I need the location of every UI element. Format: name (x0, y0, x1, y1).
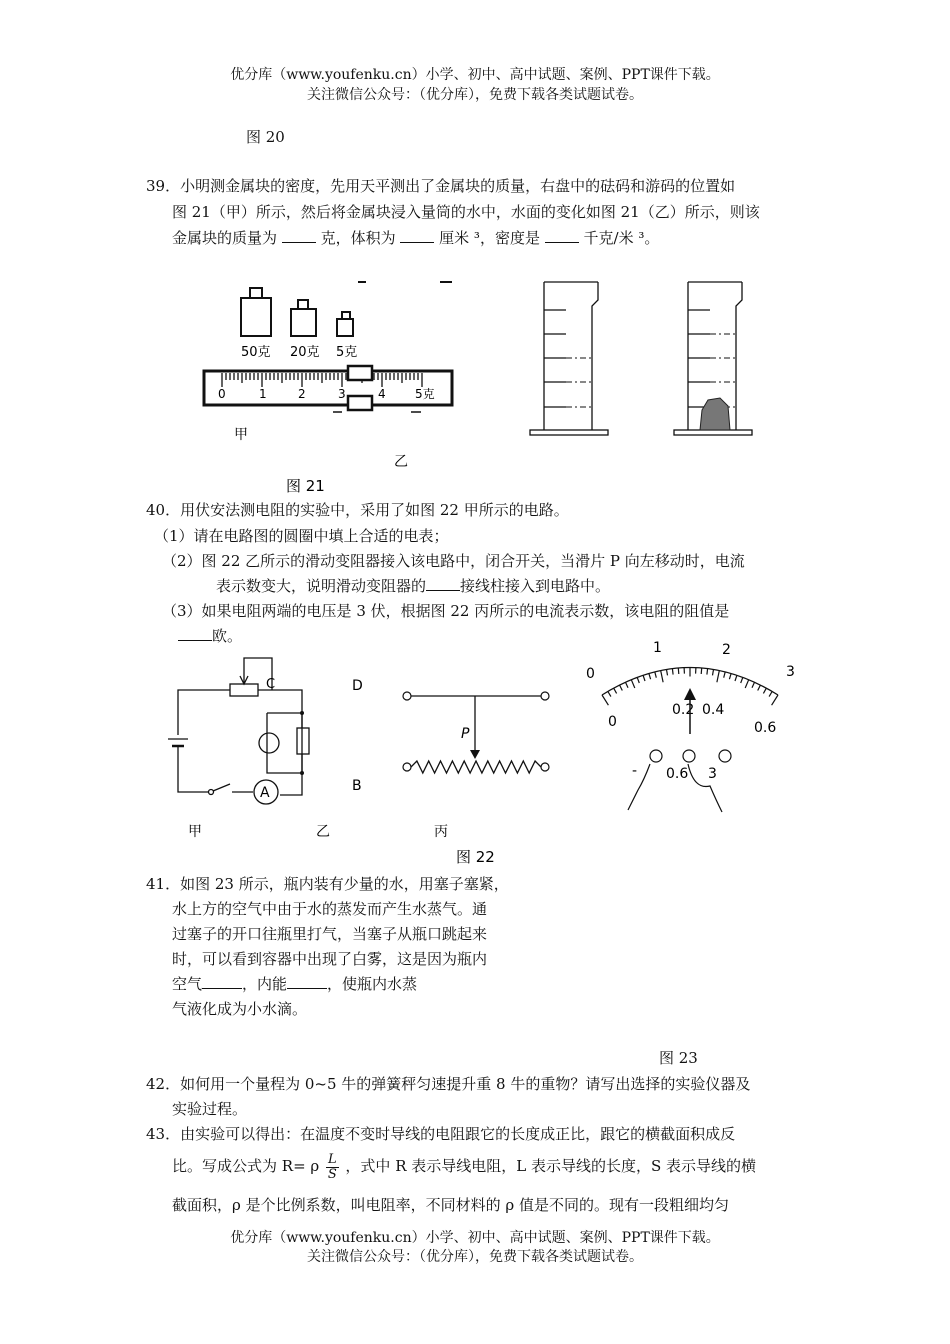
q39-text-b: 克，体积为 (320, 229, 396, 247)
q43-line1: 43．由实验可以得出：在温度不变时导线的电阻跟它的长度成正比，跟它的横截面积成反 (146, 1125, 736, 1143)
q41-blank-air[interactable] (202, 974, 242, 989)
q39-text-a: 金属块的质量为 (172, 229, 278, 247)
q39-line3 (172, 226, 659, 250)
dial-bottom-06: 0.6 (754, 720, 777, 736)
q41-text-c: ，使瓶内水蒸 (327, 975, 418, 993)
weight-20g (290, 300, 320, 360)
ruler-tick-2: 2 (298, 387, 306, 401)
page-footer-line1: 优分库（www.youfenku.cn）小学、初中、高中试题、案例、PPT课件下载。 (230, 1230, 720, 1246)
page-footer-line2: 关注微信公众号：（优分库），免费下载各类试题试卷。 (307, 1249, 643, 1265)
dial-top-0: 0 (586, 666, 595, 682)
q43-text-a: 比。写成公式为 R= ρ (172, 1157, 320, 1175)
q41-line5 (172, 972, 417, 996)
slider-p-label: P (461, 726, 470, 742)
dial-bottom-0: 0 (608, 714, 617, 730)
rider-top (348, 366, 372, 380)
fraction-numerator: L (328, 1151, 337, 1167)
dial-bottom-02: 0.2 (672, 702, 695, 718)
q40-line1: 40．用伏安法测电阻的实验中，采用了如图 22 甲所示的电路。 (146, 501, 569, 519)
q41-line1: 41．如图 23 所示，瓶内装有少量的水，用塞子塞紧， (146, 875, 509, 893)
weight-50g (241, 288, 271, 360)
dial-top-3: 3 (786, 664, 795, 680)
sliding-rheostat (403, 692, 549, 773)
q40-text-ohm: 欧。 (212, 627, 243, 645)
terminal-06: 0.6 (666, 766, 689, 782)
rheostat-symbol (230, 684, 258, 696)
graduated-cylinder-after (674, 282, 752, 435)
q41-line3: 过塞子的开口往瓶里打气，当塞子从瓶口跳起来 (172, 925, 488, 943)
ammeter-label: A (260, 785, 270, 801)
q39-blank-volume[interactable] (400, 228, 434, 243)
fig21-label-jia: 甲 (234, 427, 248, 443)
weight-50g-label: 50克 (241, 345, 271, 360)
ruler-tick-5: 5克 (415, 387, 435, 401)
fig22-label-jia: 甲 (188, 824, 202, 840)
page-header-line2: 关注微信公众号：（优分库），免费下载各类试题试卷。 (307, 87, 643, 103)
formula-fraction (326, 1153, 339, 1182)
q41-line4: 时，可以看到容器中出现了白雾，这是因为瓶内 (172, 950, 488, 968)
label-b: B (352, 778, 362, 794)
q43-line2 (172, 1150, 756, 1182)
q39-line1: 39．小明测金属块的密度，先用天平测出了金属块的质量，右盘中的砝码和游码的位置如 (146, 177, 736, 195)
q40-line2: （1）请在电路图的圆圈中填上合适的电表； (154, 527, 449, 545)
q40-text-a: 表示数变大，说明滑动变阻器的 (216, 577, 427, 595)
fig22-label-bing: 丙 (434, 824, 448, 840)
terminal-3: 3 (708, 766, 717, 782)
metal-block (700, 398, 730, 430)
q39-blank-density[interactable] (545, 228, 579, 243)
q41-line2: 水上方的空气中由于水的蒸发而产生水蒸气。通 (172, 900, 488, 918)
q40-text-b: 接线柱接入到电路中。 (460, 577, 611, 595)
balance-ruler (204, 366, 452, 412)
ruler-tick-0: 0 (218, 387, 226, 401)
resistor-symbol (297, 728, 309, 754)
q42-line2: 实验过程。 (172, 1100, 248, 1118)
q40-blank-terminal[interactable] (426, 576, 460, 591)
q40-line3: （2）图 22 乙所示的滑动变阻器接入该电路中，闭合开关，当滑片 P 向左移动时，电流 (162, 552, 745, 570)
ruler-tick-4: 4 (378, 387, 386, 401)
dial-top-1: 1 (653, 640, 662, 656)
circuit-diagram (168, 658, 309, 804)
q41-text-a: 空气 (172, 975, 203, 993)
fig22-caption: 图 22 (456, 848, 495, 866)
q39-blank-mass[interactable] (282, 228, 316, 243)
fig23-caption: 图 23 (659, 1049, 698, 1067)
q43-text-b: ，式中 R 表示导线电阻，L 表示导线的长度，S 表示导线的横 (345, 1157, 757, 1175)
fig22-label-yi: 乙 (316, 824, 330, 840)
q39-text-d: 千克/米 ³。 (583, 229, 660, 247)
ruler-tick-1: 1 (259, 387, 267, 401)
dial-bottom-04: 0.4 (702, 702, 725, 718)
fig21-caption: 图 21 (286, 477, 325, 495)
ammeter-dial (586, 640, 795, 812)
page-header-line1: 优分库（www.youfenku.cn）小学、初中、高中试题、案例、PPT课件下载。 (230, 67, 720, 83)
dial-top-2: 2 (722, 642, 731, 658)
fig20-caption: 图 20 (246, 128, 285, 146)
label-d: D (352, 678, 363, 694)
q43-line3: 截面积，ρ 是个比例系数，叫电阻率，不同材料的 ρ 值是不同的。现有一段粗细均匀 (172, 1196, 729, 1214)
q40-blank-resistance[interactable] (178, 626, 212, 641)
meter-circle-blank (259, 733, 279, 753)
weight-5g (336, 312, 357, 360)
weight-20g-label: 20克 (290, 345, 320, 360)
q39-text-c: 厘米 ³，密度是 (439, 229, 540, 247)
q41-blank-energy[interactable] (287, 974, 327, 989)
ruler-tick-3: 3 (338, 387, 346, 401)
terminal-neg: - (632, 763, 638, 779)
label-c: C (266, 677, 276, 692)
q41-text-b: ，内能 (242, 975, 288, 993)
figure-21 (190, 270, 810, 500)
q40-line4 (216, 574, 610, 598)
q39-line2: 图 21（甲）所示，然后将金属块浸入量筒的水中，水面的变化如图 21（乙）所示，则该 (172, 203, 760, 221)
q40-line5: （3）如果电阻两端的电压是 3 伏，根据图 22 丙所示的电流表示数，该电阻的阻值是 (162, 602, 730, 620)
weight-5g-label: 5克 (336, 345, 358, 360)
figure-22 (150, 640, 820, 870)
q42-line1: 42．如何用一个量程为 0~5 牛的弹簧秤匀速提升重 8 牛的重物？请写出选择的实验仪器及 (146, 1075, 751, 1093)
q41-line6: 气液化成为小水滴。 (172, 1000, 308, 1018)
fig21-label-yi: 乙 (394, 454, 408, 470)
fraction-denominator: S (327, 1166, 337, 1182)
rider-bottom (348, 396, 372, 410)
graduated-cylinder-before (530, 282, 608, 435)
